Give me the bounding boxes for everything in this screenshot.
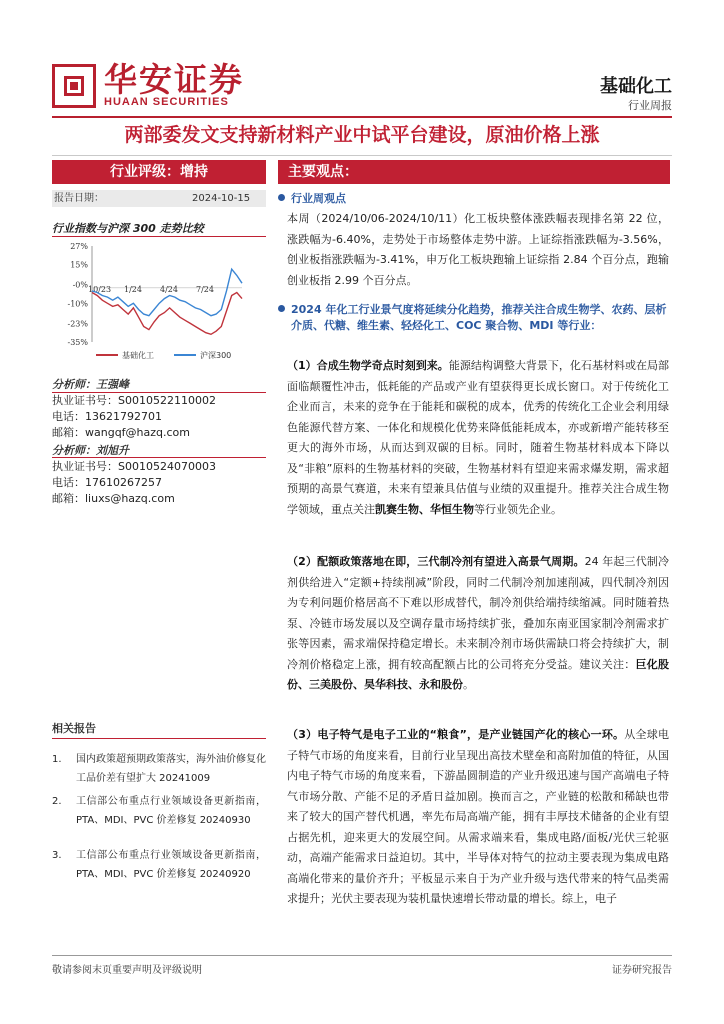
weekly-view-title: 行业周观点 [291, 192, 346, 205]
weekly-view-heading [278, 191, 346, 207]
analyst-name-1: 分析师：王强峰 [52, 378, 129, 391]
analyst-cert-2: 执业证书号：S0010524070003 [52, 460, 216, 473]
industry-outlook-title: 2024 年化工行业景气度将延续分化趋势，推荐关注合成生物学、农药、层析介质、代糖、维生素、轻烃化工、COC 聚合物、MDI 等行业： [291, 303, 667, 332]
refrigerant-tail: 。 [463, 678, 474, 691]
footer-disclaimer[interactable]: 敬请参阅末页重要声明及评级说明 [52, 965, 202, 976]
synthetic-biology-tail: 等行业领先企业。 [474, 502, 562, 516]
footer-divider [52, 955, 672, 956]
y-tick-label: 27% [70, 242, 88, 251]
electronic-gas-text: 从全球电子特气市场的角度来看，目前行业呈现出高技术壁垒和高附加值的特征，从国内电子特气市场的角度来看，下游晶圆制造的产业升级迅速与国产高端电子特气市场分散、产能不足的矛盾日益加剧。换而言之，产业链的松散和稀缺也带来了较大的国产替代机遇，率先布局高端产能，拥有丰厚技术储备的企业有望占据先机，迎来更大的发展空间。从需求端来看，集成电路/面板/光伏三轮驱动，高端产能需求日益迫切。其中，半导体对特气的拉动主要表现为集成电路高端化带来的量价齐升；平板显示来自于为产业升级与迭代带来的特气品类需求提升；光伏主要表现为装机量快速增长带动量的增长。综上，电子 [287, 728, 669, 905]
paragraph-refrigerant [287, 552, 669, 696]
title-divider [52, 155, 672, 156]
chart-divider [52, 236, 266, 237]
weekly-view-text: 本周（2024/10/06-2024/10/11）化工板块整体涨跌幅表现排名第 22 位，涨跌幅为-6.40%，走势处于市场整体走势中游。上证综指涨跌幅为-3.56%，创业板指涨跌幅为-3.41%，申万化工板块跑输上证综指 2.84 个百分点，跑输创业板指 2.99 个百分点。 [287, 212, 669, 287]
index-comparison-chart [52, 238, 266, 368]
related-reports-title: 相关报告 [52, 722, 96, 735]
related-report-3[interactable] [52, 846, 266, 884]
y-tick-label: -10% [67, 299, 88, 309]
analyst-email-1[interactable]: 邮箱：wangqf@hazq.com [52, 426, 191, 439]
logo-subtext: HUAAN SECURITIES [104, 96, 229, 108]
x-tick-label: 7/24 [196, 284, 214, 294]
sector-name: 基础化工 [600, 76, 672, 97]
bullet-icon [278, 305, 285, 312]
related-report-text: 国内政策超预期政策落实，海外油价修复化工品价差有望扩大 20241009 [76, 754, 266, 784]
synthetic-biology-heading: （1）合成生物学奇点时刻到来。 [287, 359, 449, 372]
header-divider [52, 116, 672, 118]
footer-label: 证券研究报告 [612, 965, 672, 976]
y-tick-label: -35% [67, 338, 88, 347]
analyst-cert-1: 执业证书号：S0010522110002 [52, 394, 216, 407]
synthetic-biology-companies: 凯赛生物、华恒生物 [375, 502, 474, 516]
analyst-divider-1 [52, 392, 266, 393]
key-points-header: 主要观点： [278, 160, 670, 184]
logo-mark [52, 64, 96, 108]
report-date-row [52, 190, 266, 207]
legend-label: 基础化工 [122, 351, 154, 360]
analyst-name-2: 分析师：刘旭升 [52, 444, 129, 457]
report-date-value: 2024-10-15 [192, 193, 251, 204]
electronic-gas-heading: （3）电子特气是电子工业的“粮食”，是产业链国产化的核心一环。 [287, 728, 625, 741]
paragraph-electronic-gas [287, 725, 669, 910]
y-tick-label: 15% [70, 260, 88, 270]
y-tick-label: -0% [72, 280, 88, 290]
report-title: 两部委发文支持新材料产业中试平台建设，原油价格上涨 [124, 124, 600, 146]
chart-title: 行业指数与沪深 300 走势比较 [52, 222, 204, 235]
paragraph-synthetic-biology [287, 356, 669, 520]
x-tick-label: 1/24 [124, 284, 142, 294]
analyst-phone-1: 电话：13621792701 [52, 410, 162, 423]
industry-outlook-heading [278, 302, 670, 334]
report-type: 行业周报 [628, 99, 672, 112]
report-date-label: 报告日期： [54, 193, 104, 204]
refrigerant-companies: 巨化股份、三美股份、昊华科技、永和股份 [287, 657, 670, 691]
x-tick-label: 4/24 [160, 284, 178, 294]
analyst-divider-2 [52, 457, 266, 458]
bullet-icon [278, 194, 285, 201]
x-tick-label: 10/23 [88, 284, 112, 294]
related-report-number: 2. [52, 796, 62, 807]
related-report-1[interactable] [52, 750, 266, 788]
refrigerant-text: 24 年起三代制冷剂供给进入“定额+持续削减”阶段，同时二代制冷剂加速削减，四代制冷剂因为专利问题价格居高不下难以形成替代，制冷剂供给端持续缩减。同时随着热泵、冷链市场发展以及空调存量市场持续扩张，叠加东南亚国家制冷剂需求扩张等因素，需求端保持稳定增长。未来制冷剂市场供需缺口将会持续扩大，制冷剂价格稳定上涨，拥有较高配额占比的公司将充分受益。建议关注： [287, 555, 669, 671]
industry-rating: 行业评级：增持 [52, 160, 266, 184]
related-report-number: 1. [52, 754, 62, 765]
y-tick-label: -23% [67, 319, 88, 329]
analyst-email-2[interactable]: 邮箱：liuxs@hazq.com [52, 492, 175, 505]
related-report-number: 3. [52, 850, 62, 861]
related-report-2[interactable] [52, 792, 266, 830]
analyst-phone-2: 电话：17610267257 [52, 476, 162, 489]
synthetic-biology-text: 能源结构调整大背景下，化石基材料或在局部面临颠覆性冲击，低耗能的产品或产业有望获得更长成长窗口。对于传统化工企业而言，未来的竞争在于能耗和碳税的成本，优秀的传统化工企业会利用绿色能源代替方案、一体化和规模化优势来降低能耗成本，亦或新增产能转移至更大的海外市场，从而达到双碳的目标。同时，随着生物基材料成本下降以及“非粮”原料的生物基材料的突破，生物基材料有望迎来需求爆发期，需求超预期的高景气赛道，未来有望兼具估值与业绩的双重提升。推荐关注合成生物学领域，重点关注 [287, 359, 670, 516]
logo-text: 华安证券 [104, 60, 244, 99]
legend-label: 沪深300 [200, 351, 232, 360]
related-report-text: 工信部公布重点行业领域设备更新指南，PTA、MDI、PVC 价差修复 20240920 [76, 850, 266, 880]
related-divider [52, 738, 266, 739]
refrigerant-heading: （2）配额政策落地在即，三代制冷剂有望进入高景气周期。 [287, 555, 585, 568]
related-report-text: 工信部公布重点行业领域设备更新指南，PTA、MDI、PVC 价差修复 20240930 [76, 796, 266, 826]
